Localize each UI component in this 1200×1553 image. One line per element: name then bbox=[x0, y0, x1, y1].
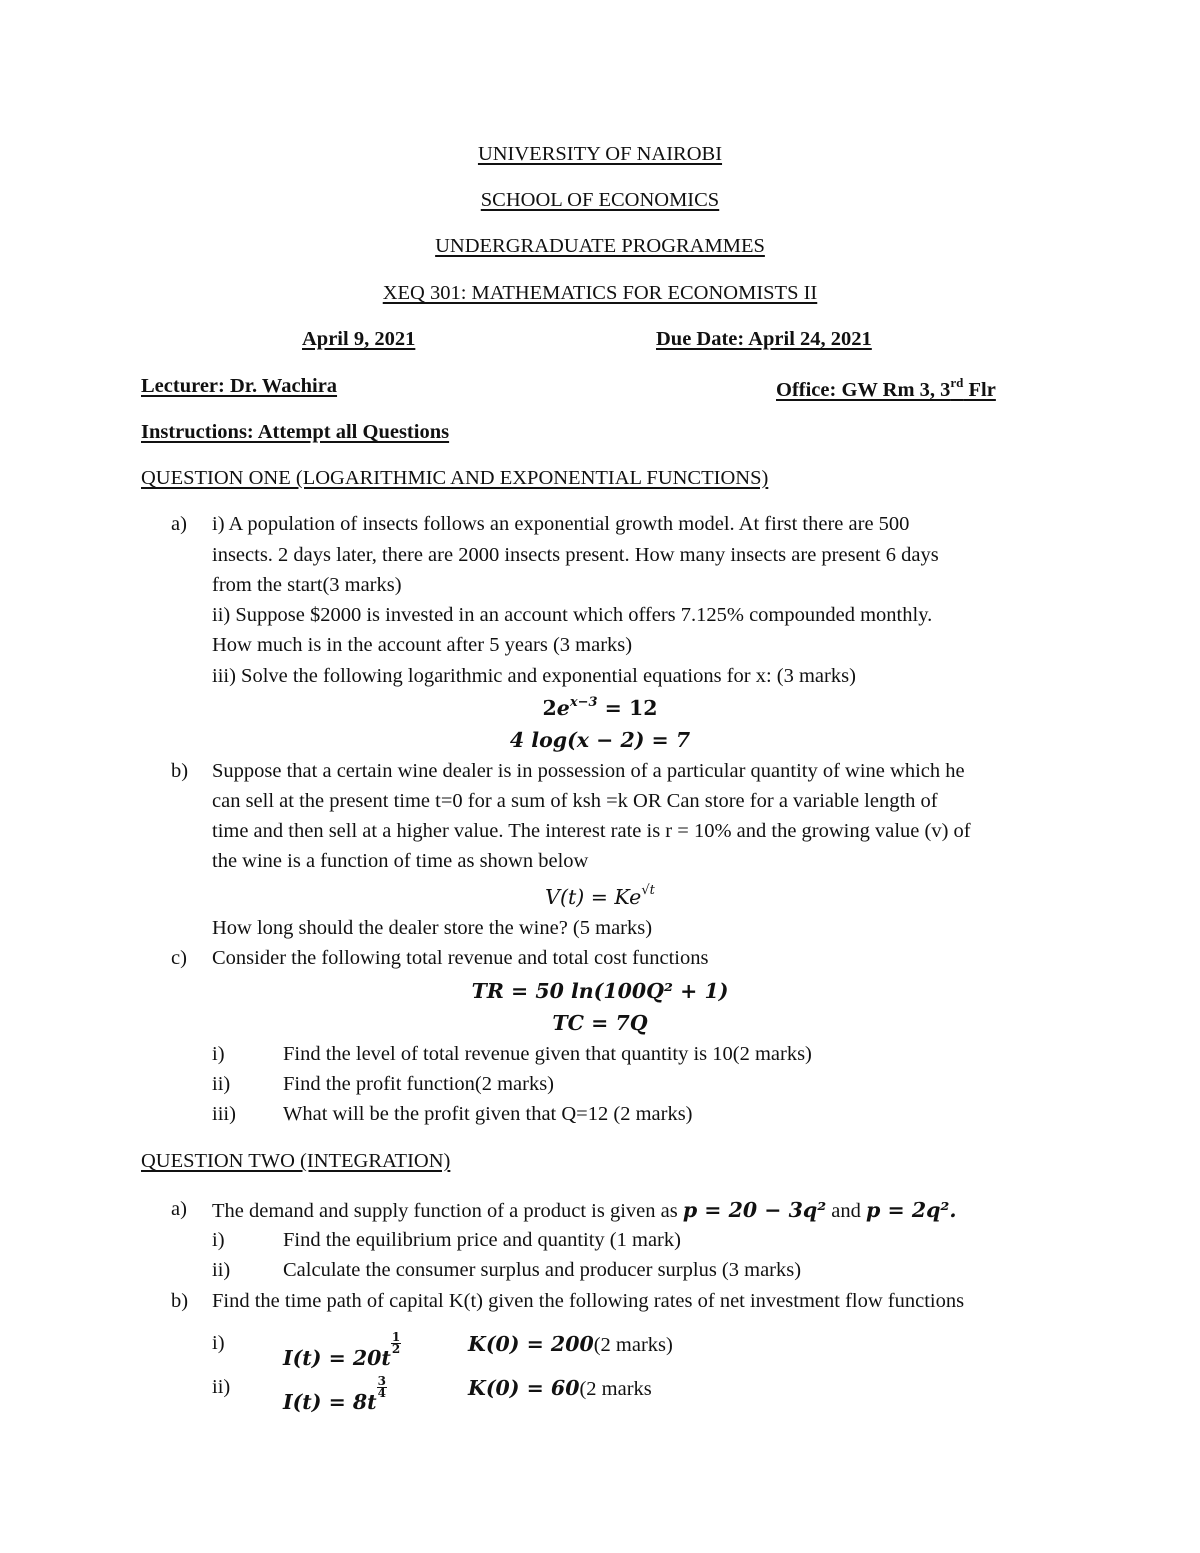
q1-a-i-line3: from the start(3 marks) bbox=[212, 574, 402, 596]
q2-a-item-num: ii) bbox=[212, 1259, 231, 1281]
equation-total-revenue: TR = 50 ln(100Q² + 1) bbox=[471, 979, 729, 1003]
capital-condition: K(0) = 60(2 marks bbox=[468, 1376, 652, 1400]
issue-date: April 9, 2021 bbox=[302, 328, 416, 350]
equation-logarithmic: 4 log(x − 2) = 7 bbox=[509, 728, 691, 752]
q1-b-line5: How long should the dealer store the wine? (5 marks) bbox=[212, 917, 653, 939]
q1-part-c-label: c) bbox=[171, 947, 187, 969]
question-two-title: QUESTION TWO (INTEGRATION) bbox=[141, 1150, 451, 1172]
equation-total-cost: TC = 7Q bbox=[552, 1011, 648, 1035]
q1-b-line3: time and then sell at a higher value. The interest rate is r = 10% and the growing value (v) of bbox=[212, 820, 971, 842]
q1-part-b-label: b) bbox=[171, 760, 189, 782]
q1-a-iii-line1: iii) Solve the following logarithmic and exponential equations for x: (3 marks) bbox=[212, 665, 856, 687]
q2-a-item-num: i) bbox=[212, 1229, 225, 1251]
q2-a-item-text: Find the equilibrium price and quantity (1 mark) bbox=[283, 1229, 681, 1251]
q1-part-a-label: a) bbox=[171, 513, 187, 535]
capital-condition: K(0) = 200(2 marks) bbox=[468, 1332, 673, 1356]
q1-c-item-num: iii) bbox=[212, 1103, 236, 1125]
investment-equation: I(t) = 20t $\frac{1}{2}$ bbox=[283, 1330, 401, 1370]
equation-wine-value: $V(t) = Ke^{√t}$ bbox=[545, 883, 655, 909]
q2-b-item-num: i) bbox=[212, 1332, 225, 1354]
q1-c-item-num: i) bbox=[212, 1043, 225, 1065]
university-title: UNIVERSITY OF NAIROBI bbox=[477, 143, 723, 165]
investment-equation: I(t) = 8t $\frac{3}{4}$ bbox=[283, 1374, 387, 1414]
school-title: SCHOOL OF ECONOMICS bbox=[480, 189, 720, 211]
programme-title: UNDERGRADUATE PROGRAMMES bbox=[435, 235, 765, 257]
q1-b-line2: can sell at the present time t=0 for a sum of ksh =k OR Can store for a variable length of bbox=[212, 790, 938, 812]
q1-c-item-text: What will be the profit given that Q=12 (2 marks) bbox=[283, 1103, 693, 1125]
q2-b-item-num: ii) bbox=[212, 1376, 231, 1398]
q2-part-a-label: a) bbox=[171, 1198, 187, 1220]
q1-c-item-text: Find the level of total revenue given that quantity is 10(2 marks) bbox=[283, 1043, 812, 1065]
q2-part-b-label: b) bbox=[171, 1290, 189, 1312]
instructions: Instructions: Attempt all Questions bbox=[141, 421, 450, 443]
q1-b-line4: the wine is a function of time as shown below bbox=[212, 850, 589, 872]
q2-a-item-text: Calculate the consumer surplus and producer surplus (3 marks) bbox=[283, 1259, 802, 1281]
q1-a-i-line2: insects. 2 days later, there are 2000 insects present. How many insects are present 6 days bbox=[212, 544, 939, 566]
q2-a-line: The demand and supply function of a product is given as p = 20 − 3q² and p = 2q². bbox=[212, 1198, 957, 1222]
q1-c-item-text: Find the profit function(2 marks) bbox=[283, 1073, 555, 1095]
q1-c-line1: Consider the following total revenue and total cost functions bbox=[212, 947, 709, 969]
q1-a-ii-line1: ii) Suppose $2000 is invested in an account which offers 7.125% compounded monthly. bbox=[212, 604, 933, 626]
q1-a-i-line1: i) A population of insects follows an exponential growth model. At first there are 500 bbox=[212, 513, 910, 535]
question-one-title: QUESTION ONE (LOGARITHMIC AND EXPONENTIAL FUNCTIONS) bbox=[141, 467, 769, 489]
course-title: XEQ 301: MATHEMATICS FOR ECONOMISTS II bbox=[382, 282, 818, 304]
lecturer: Lecturer: Dr. Wachira bbox=[141, 375, 338, 397]
q1-c-item-num: ii) bbox=[212, 1073, 231, 1095]
q1-a-ii-line2: How much is in the account after 5 years (3 marks) bbox=[212, 634, 633, 656]
q1-b-line1: Suppose that a certain wine dealer is in possession of a particular quantity of wine which he bbox=[212, 760, 965, 782]
equation-exponential: $2e^{x-3} = 12$ bbox=[542, 695, 658, 720]
q2-b-line: Find the time path of capital K(t) given the following rates of net investment flow functions bbox=[212, 1290, 965, 1312]
office: Office: GW Rm 3, 3rd Flr bbox=[776, 375, 996, 401]
due-date: Due Date: April 24, 2021 bbox=[656, 328, 872, 350]
